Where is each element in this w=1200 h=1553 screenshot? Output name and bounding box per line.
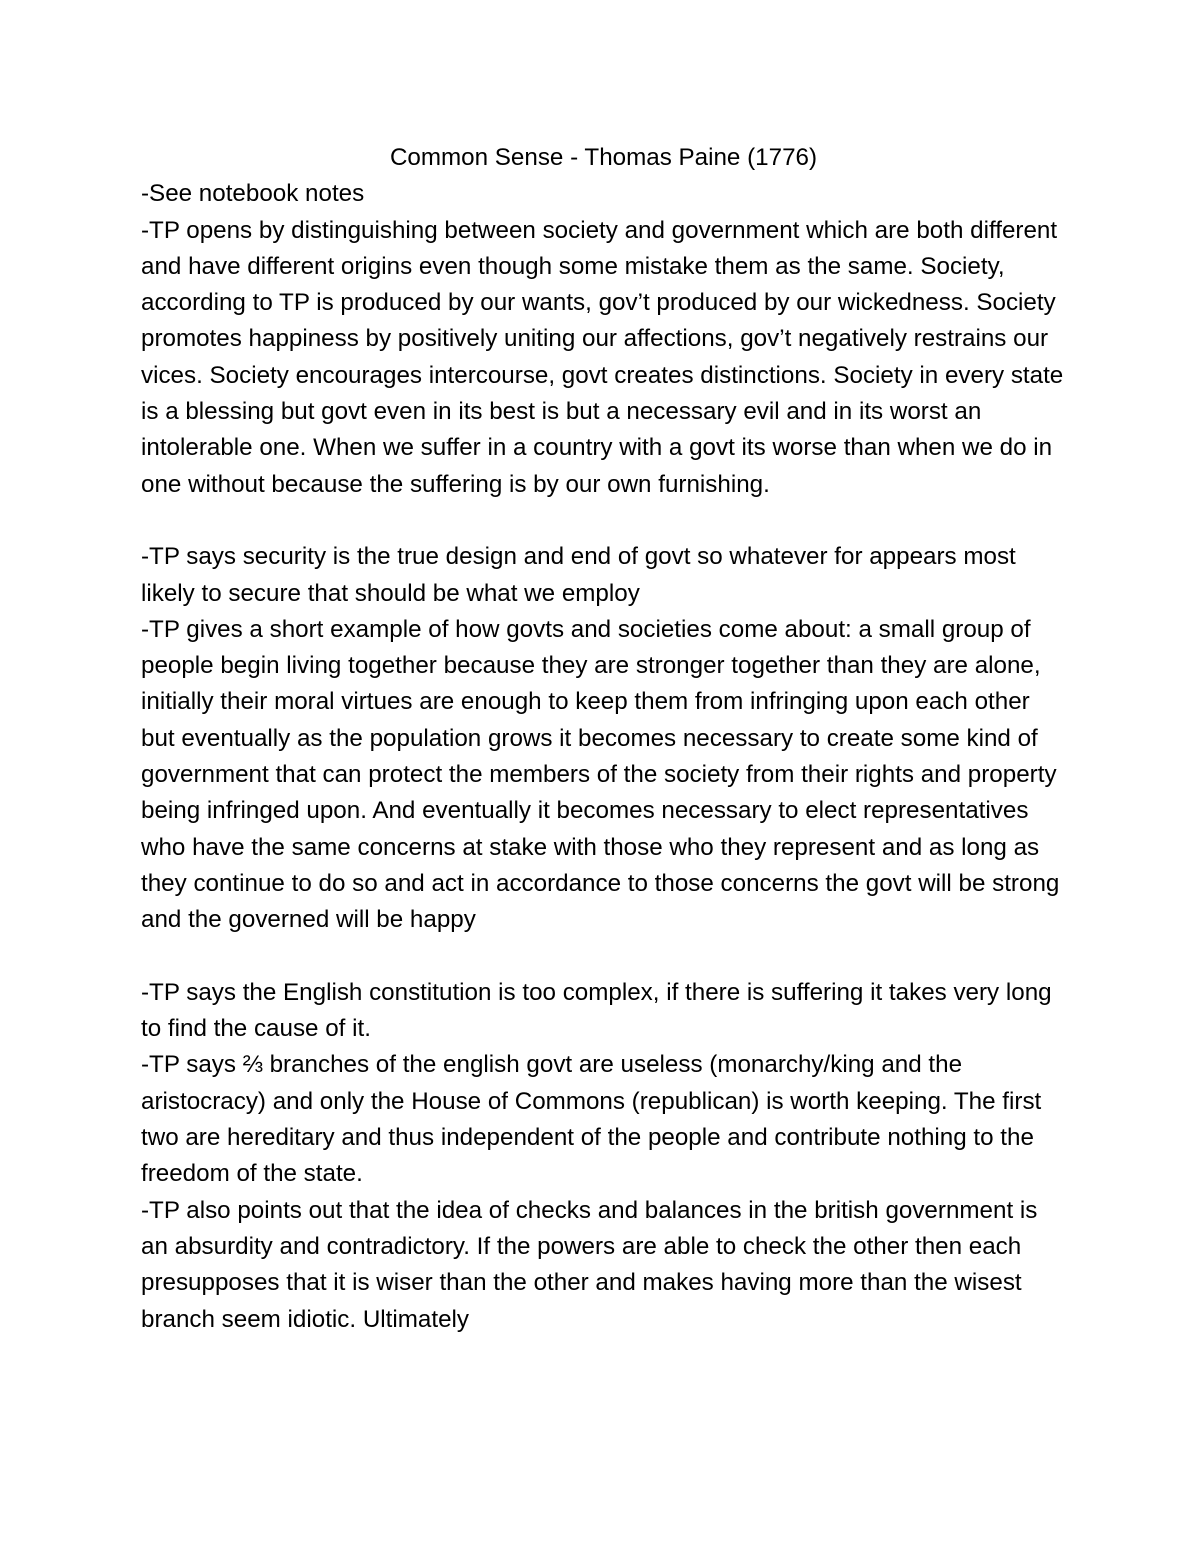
- note-checks-balances: -TP also points out that the idea of checks and balances in the british government is an absurdity and contradictory. If the powers are able to check the other then each presupposes that it is wiser than the other and makes having more than the wisest branch seem idiotic. Ultimately: [141, 1196, 1038, 1333]
- note-see-notebook: -See notebook notes: [141, 180, 365, 208]
- document-body: [141, 140, 1066, 1338]
- paragraph-spacer: [141, 503, 1066, 539]
- note-security: -TP says security is the true design and end of govt so whatever for appears most likely to secure that should be what we employ: [141, 543, 1016, 607]
- paragraph-spacer: [141, 939, 1066, 975]
- note-branches: -TP says ⅔ branches of the english govt are useless (monarchy/king and the aristocracy) and only the House of Commons (republican) is worth keeping. The first two are hereditary and thus independent of the people and contribute nothing to the freedom of the state.: [141, 1051, 1042, 1188]
- note-origins-example: -TP gives a short example of how govts and societies come about: a small group of people begin living together because they are stronger together than they are alone, initially their moral virtues are enough to keep them from infringing upon each other but eventually as the population grows it becomes necessary to create some kind of government that can protect the members of the society from their rights and property being infringed upon. And eventually it becomes necessary to elect representatives who have the same concerns at stake with those who they represent and as long as they continue to do so and act in accordance to those concerns the govt will be strong and the governed will be happy: [141, 615, 1060, 934]
- document-title: Common Sense - Thomas Paine (1776): [389, 144, 818, 171]
- note-society-vs-government: -TP opens by distinguishing between society and government which are both different and have different origins even though some mistake them as the same. Society, according to TP is produced by our wants, gov’t produced by our wickedness. Society promotes happiness by positively uniting our affections, gov’t negatively restrains our vices. Society encourages intercourse, govt creates distinctions. Society in every state is a blessing but govt even in its best is but a necessary evil and in its worst an intolerable one. When we suffer in a country with a govt its worse than when we do in one without because the suffering is by our own furnishing.: [141, 216, 1064, 498]
- note-english-constitution: -TP says the English constitution is too complex, if there is suffering it takes very long to find the cause of it.: [141, 978, 1052, 1043]
